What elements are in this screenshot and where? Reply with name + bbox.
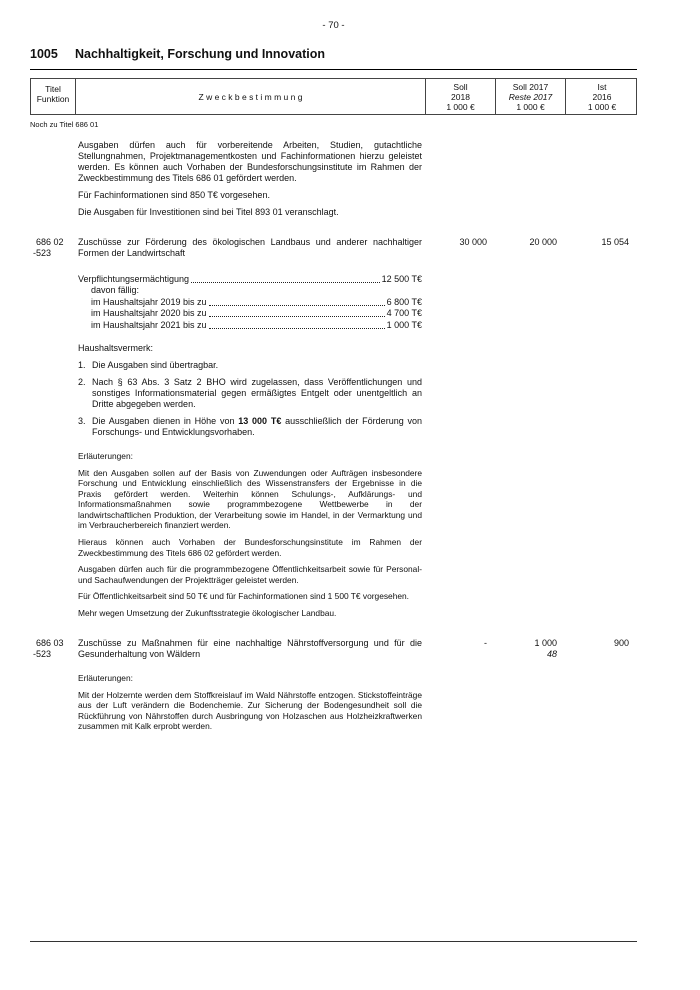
column-header-soll-2018 — [426, 79, 496, 114]
erlaeuterungen-paragraph-4: Für Öffentlichkeitsarbeit sind 50 T€ und für Fachinformationen sind 1 500 T€ vorgesehen. — [78, 591, 410, 602]
titel-number: 686 02 — [36, 237, 64, 247]
erlaeuterungen-paragraph-5: Mehr wegen Umsetzung der Zukunftsstrategie ökologischer Landbau. — [78, 608, 337, 619]
titel-number: 686 03 — [36, 637, 64, 648]
soll-2018-line3: 1 000 € — [446, 101, 475, 112]
ve-line-2020 — [91, 308, 422, 319]
ve-line-2019 — [91, 297, 422, 308]
chapter-title: Nachhaltigkeit, Forschung und Innovation — [75, 47, 326, 61]
titel-label: Titel — [45, 84, 61, 94]
dot-leader — [209, 328, 385, 329]
zweckbestimmung-text: Zuschüsse zu Maßnahmen für eine nachhaltige Nährstoffversorgung und für die Gesunderhaltung von Wäldern — [78, 637, 422, 659]
vermerk-3-text-pre: Die Ausgaben dienen in Höhe von — [92, 415, 239, 426]
footer-rule — [30, 941, 637, 942]
soll-2017-line1: Soll 2017 — [512, 81, 549, 92]
soll-2018-line1: Soll — [453, 81, 468, 92]
ve-2021-value: 1 000 T€ — [386, 319, 422, 330]
vermerk-3-number: 3. — [78, 415, 86, 426]
ve-main-line — [78, 274, 422, 285]
ist-2016-line2: 2016 — [592, 91, 612, 102]
titel-funktion-cell — [30, 638, 75, 660]
ve-davon-faellig: davon fällig: — [91, 285, 140, 295]
column-header-soll-2017 — [496, 79, 566, 114]
chapter-heading — [30, 47, 637, 70]
dot-leader — [209, 316, 385, 317]
vermerk-2-text: Nach § 63 Abs. 3 Satz 2 BHO wird zugelassen, dass Veröffentlichungen und sonstiges Informationsmaterial gegen ermäßigtes Entgelt oder unentgeltlich an Dritte abgegeben werden. — [92, 376, 422, 409]
soll-2017-value: 1 000 — [534, 637, 557, 648]
funktion-number: -523 — [33, 248, 52, 258]
continuation-note: Noch zu Titel 686 01 — [30, 120, 99, 129]
ve-2019-value: 6 800 T€ — [386, 296, 422, 307]
page-number: - 70 - — [322, 20, 345, 31]
table-header — [30, 78, 637, 115]
ve-line-2021 — [91, 320, 422, 331]
soll-2018-line2: 2018 — [451, 91, 470, 102]
budget-item-686-02 — [30, 237, 637, 259]
vermerk-1-number: 1. — [78, 359, 86, 370]
funktion-label: Funktion — [36, 94, 70, 104]
erlaeuterungen-heading: Erläuterungen: — [78, 672, 133, 683]
ist-2016-line3: 1 000 € — [587, 101, 617, 112]
erlaeuterungen-paragraph-1: Mit den Ausgaben sollen auf der Basis von Zuwendungen oder Aufträgen insbesondere Forschung und Entwicklung einschließlich des Wissenstransfers der Ergebnisse in die Praxis gefördert werden. Weiterhin können Schulungs-, Aufklärungs- und Informationsmaßnahmen sowie programmbezogene Wettbewerbe in der landwirtschaftlichen Produktion, der Verarbeitung sowie im Handel, in der Vermarktung und im Verbraucherbereich finanziert werden. — [78, 467, 422, 531]
vermerk-3-bold-amount: 13 000 T€ — [238, 415, 282, 426]
dot-leader — [191, 282, 380, 283]
reste-2017-value: 48 — [546, 648, 557, 659]
intro-paragraph-3: Die Ausgaben für Investitionen sind bei Titel 893 01 veranschlagt. — [78, 207, 339, 217]
ve-label: Verpflichtungsermächtigung — [78, 274, 190, 284]
zweckbestimmung-text: Zuschüsse zur Förderung des ökologischen Landbaus und anderer nachhaltiger Formen der Landwirtschaft — [78, 237, 422, 258]
titel-funktion-cell — [30, 237, 75, 259]
soll-2018-value: - — [484, 637, 487, 648]
intro-section — [75, 140, 425, 218]
vermerk-2-number: 2. — [78, 376, 86, 387]
intro-paragraph-1: Ausgaben dürfen auch für vorbereitende Arbeiten, Studien, gutachtliche Stellungnahmen, Projektmanagementkosten und Fachinformationen hierzu geleistet werden. Es können auch Vorhaben der Bundesforschungsinstitute im Rahmen der Zweckbestimmung des Titels 686 01 gefördert werden. — [78, 140, 422, 183]
erlaeuterungen-paragraph-3: Ausgaben dürfen auch für die programmbezogene Öffentlichkeitsarbeit sowie für Personal- und Sachaufwendungen der Projektträger geleistet werden. — [78, 564, 422, 585]
reste-2017-line: Reste 2017 — [508, 91, 553, 102]
vermerk-3-text-post: ausschließlich der Förderung von Forschungs- und Entwicklungsvorhaben. — [92, 415, 422, 437]
ist-2016-value: 900 — [613, 637, 629, 648]
column-header-zweckbestimmung — [76, 79, 426, 114]
erlaeuterungen-paragraph-2: Hieraus können auch Vorhaben der Bundesforschungsinstitute im Rahmen der Zweckbestimmung des Titels 686 02 gefördert werden. — [78, 537, 422, 558]
ve-2019-label: im Haushaltsjahr 2019 bis zu — [91, 296, 207, 307]
vermerk-item-2 — [78, 377, 422, 410]
chapter-code: 1005 — [30, 47, 58, 61]
soll-2017-value: 20 000 — [529, 237, 557, 247]
funktion-number: -523 — [33, 648, 52, 659]
intro-paragraph-2: Für Fachinformationen sind 850 T€ vorgesehen. — [78, 190, 270, 200]
erlaeuterungen-paragraph-1: Mit der Holzernte werden dem Stoffkreislauf im Wald Nährstoffe entzogen. Stickstoffeinträge aus der Luft verändern die Bodenchemie. Zur Sicherung der Bodengesundheit soll die Rückführung von Nährstoffen durch Ausbringung von Holzaschen aus Holzheizkraftwerken zusammen mit Kalk erprobt werden. — [78, 689, 422, 732]
erlaeuterungen-heading: Erläuterungen: — [78, 450, 133, 461]
zweckbestimmung-label: Z w e c k b e s t i m m u n g — [198, 91, 303, 102]
vermerk-3-text — [92, 416, 422, 438]
ve-2020-value: 4 700 T€ — [386, 308, 422, 318]
budget-item-686-03 — [30, 638, 637, 660]
vermerk-1-text: Die Ausgaben sind übertragbar. — [92, 359, 219, 370]
dot-leader — [209, 305, 385, 306]
commitment-authorization-block — [78, 274, 422, 331]
soll-2018-value: 30 000 — [459, 237, 487, 247]
item-686-02-details — [75, 274, 425, 619]
ve-total-value: 12 500 T€ — [381, 274, 422, 284]
vermerk-item-1 — [78, 360, 422, 371]
document-page — [30, 0, 637, 732]
ist-2016-line1: Ist — [597, 81, 607, 92]
ve-2021-label: im Haushaltsjahr 2021 bis zu — [91, 319, 207, 330]
vermerk-item-3 — [78, 416, 422, 438]
ist-2016-value: 15 054 — [601, 237, 629, 247]
column-header-ist-2016 — [566, 79, 638, 114]
soll-2017-cell — [495, 638, 565, 660]
haushaltsvermerk-heading: Haushaltsvermerk: — [78, 342, 154, 353]
item-686-03-details — [75, 673, 425, 732]
soll-2017-line3: 1 000 € — [516, 101, 545, 112]
column-header-titel-funktion — [31, 79, 76, 114]
ve-sub-lines — [78, 285, 422, 331]
ve-2020-label: im Haushaltsjahr 2020 bis zu — [91, 308, 207, 318]
